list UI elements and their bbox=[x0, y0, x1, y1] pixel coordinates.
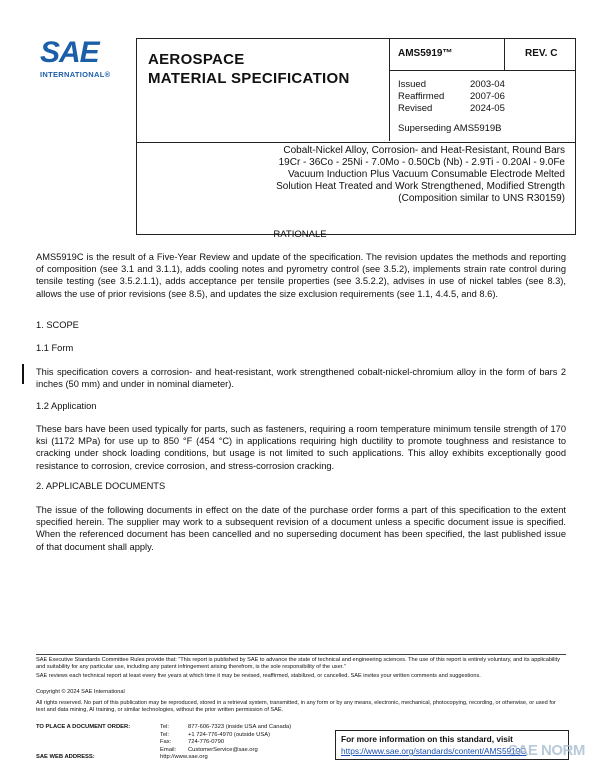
applicable-documents-text: The issue of the following documents in effect on the date of the purchase order forms a part of this specification to the extent specified herein. The supplier may work to a subsequent revision of a document unless a specific document issue is specified. When the referenced document has been cancelled and no superseding document has been specified, the last published issue of that document shall apply. bbox=[36, 505, 566, 552]
revision-label: REV. C bbox=[525, 48, 558, 59]
spec-title-line: (Composition similar to UNS R30159) bbox=[398, 193, 565, 204]
history-date: 2024-05 bbox=[470, 103, 505, 114]
footer-note: SAE reviews each technical report at least every five years at which time it may be revised, reaffirmed, stabilized, or cancelled. SAE invites your written comments and suggestions. bbox=[36, 673, 481, 679]
spec-title-block bbox=[136, 140, 576, 235]
history-label: Reaffirmed bbox=[398, 91, 445, 102]
contact-key: Tel: bbox=[160, 731, 170, 738]
change-bar bbox=[22, 364, 24, 384]
spec-title-line: 19Cr - 36Co - 25Ni - 7.0Mo - 0.50Cb (Nb) - 2.9Ti - 0.20Al - 9.0Fe bbox=[278, 157, 565, 168]
website-link[interactable]: http://www.sae.org bbox=[160, 754, 208, 760]
watermark: SAE NORM bbox=[508, 742, 585, 759]
section-form-heading: 1.1 Form bbox=[36, 343, 74, 353]
contact-value: +1 724-776-4970 (outside USA) bbox=[188, 731, 271, 738]
footer-rule bbox=[36, 654, 566, 655]
order-label: TO PLACE A DOCUMENT ORDER: bbox=[36, 724, 131, 730]
spec-title-line: Cobalt-Nickel Alloy, Corrosion- and Heat-Resistant, Round Bars bbox=[283, 145, 565, 156]
header-divider bbox=[389, 70, 575, 71]
contact-value: 724-776-0790 bbox=[188, 739, 225, 745]
history-label: Revised bbox=[398, 103, 433, 114]
history-issued bbox=[398, 79, 568, 91]
history-reaffirmed bbox=[398, 91, 568, 103]
footer-note: All rights reserved. No part of this publication may be reproduced, stored in a retrieval system, transmitted, in any form or by any means, electronic, mechanical, photocopying, recording, or otherwise, or used for text and data mining, AI training, or similar technologies, without the prior written permission of SAE. bbox=[36, 700, 556, 714]
email-link[interactable]: CustomerService@sae.org bbox=[188, 746, 258, 753]
contact-key: Email: bbox=[160, 746, 177, 753]
section-scope-heading: 1. SCOPE bbox=[36, 320, 79, 330]
footer-copyright: Copyright © 2024 SAE International bbox=[36, 689, 125, 695]
contact-key: Fax: bbox=[160, 739, 172, 745]
title-line-2: MATERIAL SPECIFICATION bbox=[148, 70, 350, 87]
standard-link[interactable]: https://www.sae.org/standards/content/AMS5919C bbox=[341, 746, 527, 756]
web-address-label: SAE WEB ADDRESS: bbox=[36, 754, 95, 760]
logo-subtext: INTERNATIONAL® bbox=[40, 70, 111, 79]
contact-value: 877-606-7323 (inside USA and Canada) bbox=[188, 724, 292, 730]
spec-title-line: Vacuum Induction Plus Vacuum Consumable Electrode Melted bbox=[288, 169, 565, 180]
history-date: 2007-06 bbox=[470, 91, 505, 102]
form-text: This specification covers a corrosion- and heat-resistant, work strengthened cobalt-nickel-chromium alloy in the form of bars 2 inches (50 mm) and under in nominal diameter). bbox=[36, 367, 566, 390]
history-label: Issued bbox=[398, 79, 426, 90]
document-number: AMS5919™ bbox=[398, 48, 453, 59]
footer-note: SAE Executive Standards Committee Rules provide that: “This report is published by SAE to advance the state of technical and engineering sciences. The use of this report is entirely voluntary, and its applicability and suitability for any particular use, including any patent infringement arising therefrom, is the sole responsibility of the user.” bbox=[36, 657, 561, 671]
section-applicable-documents-heading: 2. APPLICABLE DOCUMENTS bbox=[36, 481, 166, 491]
rationale-text: AMS5919C is the result of a Five-Year Review and update of the specification. The revision updates the methods and reporting of composition (see 3.1 and 3.1.1), adds cooling notes and pyrometry control (see 3.5.2), implements strain rate control during tensile testing (see 3.5.2.1.1), adds acceptance per tensile properties (see 3.5.2.2), advises in use of nickel tables (see 8.3), allows the use of prior revisions (see 8.5), and updates the size exclusion requirements (see 1.1, 4.4.5, and 8.6). bbox=[36, 252, 566, 299]
superseding-note: Superseding AMS5919B bbox=[398, 123, 502, 134]
contact-key: Tel: bbox=[160, 724, 170, 730]
header-divider bbox=[389, 38, 390, 141]
spec-title-line: Solution Heat Treated and Work Strengthened, Modified Strength bbox=[276, 181, 565, 192]
title-line-1: AEROSPACE bbox=[148, 51, 245, 68]
document-type-title bbox=[148, 50, 350, 88]
more-info-title: For more information on this standard, visit bbox=[341, 734, 513, 744]
sae-logo bbox=[40, 38, 120, 88]
application-text: These bars have been used typically for parts, such as fasteners, requiring a room temperature minimum tensile strength of 170 ksi (1172 MPa) for use up to 850 °F (454 °C) in applications requiring high ductility to promote toughness and resistance to cracking under shock loading conditions, but usage is not limited to such applications. This alloy exhibits exceptionally good resistance to corrosion, crevice corrosion, and stress-corrosion cracking. bbox=[36, 424, 566, 471]
section-application-heading: 1.2 Application bbox=[36, 401, 97, 411]
header-divider bbox=[504, 38, 505, 70]
logo-text: SAE bbox=[40, 36, 99, 69]
history-revised bbox=[398, 103, 568, 115]
rationale-heading: RATIONALE bbox=[273, 229, 327, 240]
history-date: 2003-04 bbox=[470, 79, 505, 90]
